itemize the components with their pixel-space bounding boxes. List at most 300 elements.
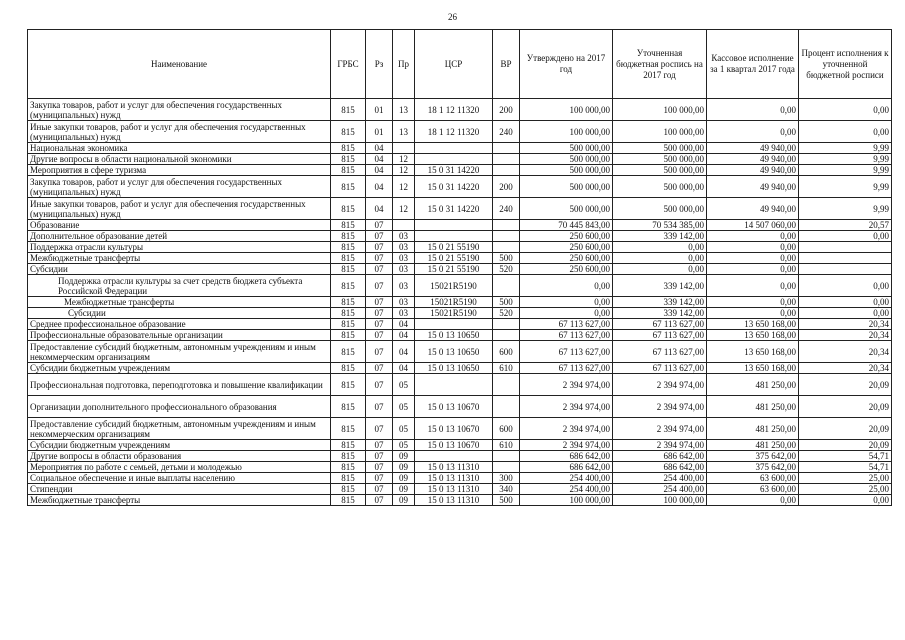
cell-grbs: 815 (331, 231, 366, 242)
cell-vr: 200 (493, 176, 520, 198)
cell-percent: 20,34 (799, 330, 892, 341)
cell-refined: 2 394 974,00 (613, 440, 707, 451)
cell-csr (415, 451, 493, 462)
cell-pr (393, 220, 415, 231)
cell-approved: 686 642,00 (520, 451, 613, 462)
cell-grbs: 815 (331, 220, 366, 231)
cell-approved: 250 600,00 (520, 264, 613, 275)
cell-vr: 600 (493, 341, 520, 363)
cell-csr: 15 0 31 14220 (415, 176, 493, 198)
cell-cash: 49 940,00 (707, 198, 799, 220)
cell-pr: 05 (393, 374, 415, 396)
cell-csr: 18 1 12 11320 (415, 121, 493, 143)
cell-percent: 20,57 (799, 220, 892, 231)
cell-grbs: 815 (331, 308, 366, 319)
cell-grbs: 815 (331, 330, 366, 341)
cell-grbs: 815 (331, 165, 366, 176)
cell-percent: 25,00 (799, 473, 892, 484)
cell-pr: 03 (393, 253, 415, 264)
cell-name: Межбюджетные трансферты (28, 253, 331, 264)
cell-csr: 15 0 13 10650 (415, 330, 493, 341)
cell-approved: 0,00 (520, 297, 613, 308)
cell-name: Среднее профессиональное образование (28, 319, 331, 330)
cell-rz: 07 (366, 253, 393, 264)
cell-vr: 520 (493, 264, 520, 275)
cell-percent: 0,00 (799, 231, 892, 242)
cell-pr: 13 (393, 121, 415, 143)
cell-grbs: 815 (331, 495, 366, 506)
cell-percent: 0,00 (799, 121, 892, 143)
cell-approved: 100 000,00 (520, 495, 613, 506)
cell-csr: 15 0 13 10670 (415, 418, 493, 440)
cell-refined: 0,00 (613, 264, 707, 275)
cell-grbs: 815 (331, 264, 366, 275)
cell-rz: 07 (366, 440, 393, 451)
cell-rz: 07 (366, 451, 393, 462)
table-row (28, 484, 892, 495)
cell-grbs: 815 (331, 319, 366, 330)
header-approved: Утверждено на 2017 год (520, 30, 613, 99)
cell-vr (493, 154, 520, 165)
cell-rz: 07 (366, 264, 393, 275)
cell-percent: 54,71 (799, 462, 892, 473)
cell-cash: 0,00 (707, 297, 799, 308)
cell-percent: 20,09 (799, 440, 892, 451)
cell-approved: 500 000,00 (520, 154, 613, 165)
cell-csr: 15 0 13 10670 (415, 396, 493, 418)
cell-percent: 9,99 (799, 176, 892, 198)
cell-name: Закупка товаров, работ и услуг для обеспечения государственных (муниципальных) нужд (28, 176, 331, 198)
cell-cash: 375 642,00 (707, 462, 799, 473)
cell-cash: 0,00 (707, 231, 799, 242)
cell-refined: 254 400,00 (613, 473, 707, 484)
cell-rz: 07 (366, 231, 393, 242)
table-row (28, 231, 892, 242)
cell-cash: 49 940,00 (707, 165, 799, 176)
cell-refined: 0,00 (613, 253, 707, 264)
cell-vr (493, 396, 520, 418)
cell-vr (493, 330, 520, 341)
cell-approved: 254 400,00 (520, 484, 613, 495)
cell-grbs: 815 (331, 341, 366, 363)
cell-csr: 15 0 13 10650 (415, 363, 493, 374)
cell-csr: 15 0 21 55190 (415, 242, 493, 253)
cell-approved: 500 000,00 (520, 165, 613, 176)
cell-approved: 0,00 (520, 275, 613, 297)
cell-name: Мероприятия по работе с семьей, детьми и молодежью (28, 462, 331, 473)
cell-cash: 0,00 (707, 264, 799, 275)
cell-rz: 01 (366, 121, 393, 143)
cell-cash: 481 250,00 (707, 418, 799, 440)
cell-grbs: 815 (331, 440, 366, 451)
cell-approved: 2 394 974,00 (520, 418, 613, 440)
header-vr: ВР (493, 30, 520, 99)
cell-name: Межбюджетные трансферты (28, 495, 331, 506)
cell-csr: 18 1 12 11320 (415, 99, 493, 121)
cell-pr: 05 (393, 418, 415, 440)
cell-pr: 13 (393, 99, 415, 121)
header-grbs: ГРБС (331, 30, 366, 99)
cell-vr: 610 (493, 440, 520, 451)
cell-csr: 15021R5190 (415, 275, 493, 297)
cell-grbs: 815 (331, 176, 366, 198)
cell-name: Другие вопросы в области образования (28, 451, 331, 462)
cell-vr (493, 231, 520, 242)
cell-percent: 20,34 (799, 363, 892, 374)
cell-csr: 15 0 13 11310 (415, 484, 493, 495)
header-row (28, 30, 892, 99)
table-row (28, 143, 892, 154)
cell-vr (493, 451, 520, 462)
cell-csr (415, 319, 493, 330)
cell-name: Иные закупки товаров, работ и услуг для обеспечения государственных (муниципальных) нужд (28, 121, 331, 143)
table-row (28, 495, 892, 506)
cell-cash: 13 650 168,00 (707, 319, 799, 330)
cell-vr: 500 (493, 297, 520, 308)
cell-pr: 05 (393, 440, 415, 451)
cell-refined: 67 113 627,00 (613, 341, 707, 363)
cell-percent: 20,09 (799, 374, 892, 396)
cell-approved: 0,00 (520, 308, 613, 319)
cell-percent: 20,09 (799, 418, 892, 440)
cell-rz: 07 (366, 418, 393, 440)
cell-csr (415, 154, 493, 165)
cell-approved: 100 000,00 (520, 121, 613, 143)
cell-name: Национальная экономика (28, 143, 331, 154)
cell-rz: 04 (366, 165, 393, 176)
cell-pr: 12 (393, 154, 415, 165)
cell-refined: 500 000,00 (613, 143, 707, 154)
cell-grbs: 815 (331, 462, 366, 473)
table-row (28, 330, 892, 341)
cell-pr: 03 (393, 264, 415, 275)
header-pr: Пр (393, 30, 415, 99)
cell-approved: 2 394 974,00 (520, 440, 613, 451)
cell-cash: 481 250,00 (707, 374, 799, 396)
cell-cash: 481 250,00 (707, 440, 799, 451)
cell-csr: 15021R5190 (415, 308, 493, 319)
table-row (28, 264, 892, 275)
table-row (28, 473, 892, 484)
cell-vr: 240 (493, 198, 520, 220)
cell-vr (493, 242, 520, 253)
cell-refined: 100 000,00 (613, 121, 707, 143)
page-number: 26 (448, 12, 457, 22)
cell-csr (415, 143, 493, 154)
table-row (28, 462, 892, 473)
table-row (28, 363, 892, 374)
cell-csr: 15 0 13 10670 (415, 440, 493, 451)
cell-grbs: 815 (331, 99, 366, 121)
cell-approved: 250 600,00 (520, 231, 613, 242)
table-row (28, 121, 892, 143)
cell-percent: 9,99 (799, 165, 892, 176)
cell-pr: 03 (393, 231, 415, 242)
cell-refined: 2 394 974,00 (613, 418, 707, 440)
cell-refined: 339 142,00 (613, 231, 707, 242)
cell-pr: 09 (393, 473, 415, 484)
cell-pr: 03 (393, 275, 415, 297)
cell-approved: 2 394 974,00 (520, 374, 613, 396)
cell-vr: 200 (493, 99, 520, 121)
cell-vr (493, 165, 520, 176)
cell-percent: 0,00 (799, 495, 892, 506)
table-row (28, 341, 892, 363)
cell-csr (415, 231, 493, 242)
cell-approved: 500 000,00 (520, 198, 613, 220)
cell-refined: 0,00 (613, 242, 707, 253)
cell-cash: 14 507 060,00 (707, 220, 799, 231)
cell-rz: 07 (366, 462, 393, 473)
cell-cash: 481 250,00 (707, 396, 799, 418)
cell-grbs: 815 (331, 363, 366, 374)
cell-vr: 600 (493, 418, 520, 440)
cell-cash: 0,00 (707, 253, 799, 264)
cell-percent: 0,00 (799, 297, 892, 308)
cell-rz: 07 (366, 341, 393, 363)
cell-percent: 0,00 (799, 275, 892, 297)
cell-grbs: 815 (331, 297, 366, 308)
cell-refined: 686 642,00 (613, 462, 707, 473)
cell-approved: 500 000,00 (520, 176, 613, 198)
cell-refined: 339 142,00 (613, 275, 707, 297)
cell-csr: 15 0 13 11310 (415, 495, 493, 506)
cell-refined: 100 000,00 (613, 99, 707, 121)
cell-pr: 09 (393, 462, 415, 473)
cell-rz: 07 (366, 363, 393, 374)
cell-refined: 2 394 974,00 (613, 396, 707, 418)
cell-percent: 54,71 (799, 451, 892, 462)
table-row (28, 99, 892, 121)
cell-refined: 339 142,00 (613, 297, 707, 308)
cell-percent: 20,09 (799, 396, 892, 418)
table-row (28, 440, 892, 451)
header-refined: Уточненная бюджетная роспись на 2017 год (613, 30, 707, 99)
cell-name: Субсидии (28, 308, 331, 319)
cell-rz: 07 (366, 473, 393, 484)
cell-cash: 0,00 (707, 308, 799, 319)
table-row (28, 198, 892, 220)
table-row (28, 176, 892, 198)
cell-refined: 67 113 627,00 (613, 330, 707, 341)
cell-name: Профессиональные образовательные организации (28, 330, 331, 341)
cell-name: Поддержка отрасли культуры (28, 242, 331, 253)
cell-grbs: 815 (331, 418, 366, 440)
cell-grbs: 815 (331, 242, 366, 253)
cell-name: Мероприятия в сфере туризма (28, 165, 331, 176)
cell-vr: 500 (493, 495, 520, 506)
cell-cash: 375 642,00 (707, 451, 799, 462)
table-row (28, 451, 892, 462)
table-row (28, 275, 892, 297)
cell-pr: 03 (393, 297, 415, 308)
header-csr: ЦСР (415, 30, 493, 99)
cell-vr: 340 (493, 484, 520, 495)
cell-grbs: 815 (331, 396, 366, 418)
cell-pr: 12 (393, 198, 415, 220)
cell-rz: 04 (366, 198, 393, 220)
cell-csr: 15 0 21 55190 (415, 264, 493, 275)
table-row (28, 374, 892, 396)
cell-name: Предоставление субсидий бюджетным, автономным учреждениям и иным некоммерческим организациям (28, 418, 331, 440)
cell-csr (415, 220, 493, 231)
cell-cash: 49 940,00 (707, 176, 799, 198)
cell-name: Другие вопросы в области национальной экономики (28, 154, 331, 165)
table-row (28, 220, 892, 231)
cell-cash: 0,00 (707, 242, 799, 253)
cell-rz: 07 (366, 319, 393, 330)
cell-cash: 0,00 (707, 275, 799, 297)
cell-csr: 15 0 21 55190 (415, 253, 493, 264)
cell-vr (493, 319, 520, 330)
cell-grbs: 815 (331, 154, 366, 165)
cell-pr: 12 (393, 176, 415, 198)
cell-name: Закупка товаров, работ и услуг для обеспечения государственных (муниципальных) нужд (28, 99, 331, 121)
cell-pr: 04 (393, 363, 415, 374)
header-name: Наименование (28, 30, 331, 99)
cell-name: Организации дополнительного профессионального образования (28, 396, 331, 418)
cell-grbs: 815 (331, 143, 366, 154)
cell-cash: 0,00 (707, 121, 799, 143)
cell-name: Поддержка отрасли культуры за счет средств бюджета субъекта Российской Федерации (28, 275, 331, 297)
cell-rz: 07 (366, 308, 393, 319)
header-percent: Процент исполнения к уточненной бюджетной росписи (799, 30, 892, 99)
cell-pr: 05 (393, 396, 415, 418)
cell-name: Межбюджетные трансферты (28, 297, 331, 308)
cell-csr: 15 0 31 14220 (415, 165, 493, 176)
cell-vr: 610 (493, 363, 520, 374)
cell-approved: 250 600,00 (520, 253, 613, 264)
cell-grbs: 815 (331, 275, 366, 297)
cell-approved: 250 600,00 (520, 242, 613, 253)
cell-cash: 0,00 (707, 99, 799, 121)
cell-percent: 9,99 (799, 198, 892, 220)
cell-pr: 09 (393, 451, 415, 462)
cell-refined: 70 534 385,00 (613, 220, 707, 231)
cell-refined: 500 000,00 (613, 154, 707, 165)
cell-pr: 04 (393, 319, 415, 330)
cell-rz: 07 (366, 220, 393, 231)
cell-approved: 2 394 974,00 (520, 396, 613, 418)
cell-rz: 07 (366, 297, 393, 308)
cell-name: Образование (28, 220, 331, 231)
cell-pr: 09 (393, 495, 415, 506)
cell-vr (493, 143, 520, 154)
cell-grbs: 815 (331, 473, 366, 484)
table-row (28, 242, 892, 253)
cell-percent (799, 264, 892, 275)
cell-percent: 0,00 (799, 99, 892, 121)
cell-name: Социальное обеспечение и иные выплаты населению (28, 473, 331, 484)
cell-approved: 67 113 627,00 (520, 363, 613, 374)
table-row (28, 165, 892, 176)
cell-cash: 13 650 168,00 (707, 341, 799, 363)
cell-pr: 03 (393, 242, 415, 253)
cell-rz: 07 (366, 330, 393, 341)
cell-name: Профессиональная подготовка, переподготовка и повышение квалификации (28, 374, 331, 396)
cell-grbs: 815 (331, 451, 366, 462)
cell-refined: 2 394 974,00 (613, 374, 707, 396)
cell-grbs: 815 (331, 198, 366, 220)
table-row (28, 418, 892, 440)
table-row (28, 297, 892, 308)
cell-vr: 520 (493, 308, 520, 319)
cell-percent: 25,00 (799, 484, 892, 495)
cell-percent: 0,00 (799, 308, 892, 319)
cell-cash: 63 600,00 (707, 484, 799, 495)
cell-pr: 09 (393, 484, 415, 495)
cell-name: Дополнительное образование детей (28, 231, 331, 242)
cell-rz: 04 (366, 154, 393, 165)
cell-pr: 12 (393, 165, 415, 176)
cell-pr: 04 (393, 330, 415, 341)
cell-rz: 07 (366, 396, 393, 418)
cell-refined: 500 000,00 (613, 198, 707, 220)
cell-approved: 686 642,00 (520, 462, 613, 473)
table-row (28, 154, 892, 165)
header-cash: Кассовое исполнение за 1 квартал 2017 года (707, 30, 799, 99)
header-rz: Рз (366, 30, 393, 99)
cell-refined: 339 142,00 (613, 308, 707, 319)
cell-cash: 49 940,00 (707, 154, 799, 165)
cell-name: Субсидии (28, 264, 331, 275)
cell-refined: 500 000,00 (613, 165, 707, 176)
cell-vr (493, 275, 520, 297)
cell-percent: 20,34 (799, 341, 892, 363)
cell-refined: 500 000,00 (613, 176, 707, 198)
cell-cash: 49 940,00 (707, 143, 799, 154)
cell-rz: 07 (366, 242, 393, 253)
cell-cash: 13 650 168,00 (707, 330, 799, 341)
cell-approved: 500 000,00 (520, 143, 613, 154)
cell-approved: 67 113 627,00 (520, 319, 613, 330)
cell-vr (493, 220, 520, 231)
cell-vr (493, 374, 520, 396)
cell-percent (799, 253, 892, 264)
cell-vr: 300 (493, 473, 520, 484)
cell-approved: 67 113 627,00 (520, 341, 613, 363)
cell-grbs: 815 (331, 374, 366, 396)
cell-refined: 67 113 627,00 (613, 363, 707, 374)
cell-csr: 15 0 13 11310 (415, 462, 493, 473)
cell-cash: 0,00 (707, 495, 799, 506)
cell-refined: 254 400,00 (613, 484, 707, 495)
cell-refined: 686 642,00 (613, 451, 707, 462)
cell-refined: 100 000,00 (613, 495, 707, 506)
cell-grbs: 815 (331, 253, 366, 264)
cell-csr (415, 374, 493, 396)
table-row (28, 319, 892, 330)
cell-approved: 67 113 627,00 (520, 330, 613, 341)
table-row (28, 308, 892, 319)
cell-name: Субсидии бюджетным учреждениям (28, 363, 331, 374)
cell-rz: 01 (366, 99, 393, 121)
cell-name: Субсидии бюджетным учреждениям (28, 440, 331, 451)
table-row (28, 253, 892, 264)
cell-vr: 240 (493, 121, 520, 143)
cell-rz: 04 (366, 143, 393, 154)
table-row (28, 396, 892, 418)
cell-approved: 254 400,00 (520, 473, 613, 484)
cell-rz: 07 (366, 275, 393, 297)
cell-percent: 9,99 (799, 154, 892, 165)
cell-pr (393, 143, 415, 154)
cell-percent (799, 242, 892, 253)
cell-rz: 07 (366, 374, 393, 396)
cell-name: Иные закупки товаров, работ и услуг для обеспечения государственных (муниципальных) нужд (28, 198, 331, 220)
cell-grbs: 815 (331, 484, 366, 495)
cell-cash: 63 600,00 (707, 473, 799, 484)
